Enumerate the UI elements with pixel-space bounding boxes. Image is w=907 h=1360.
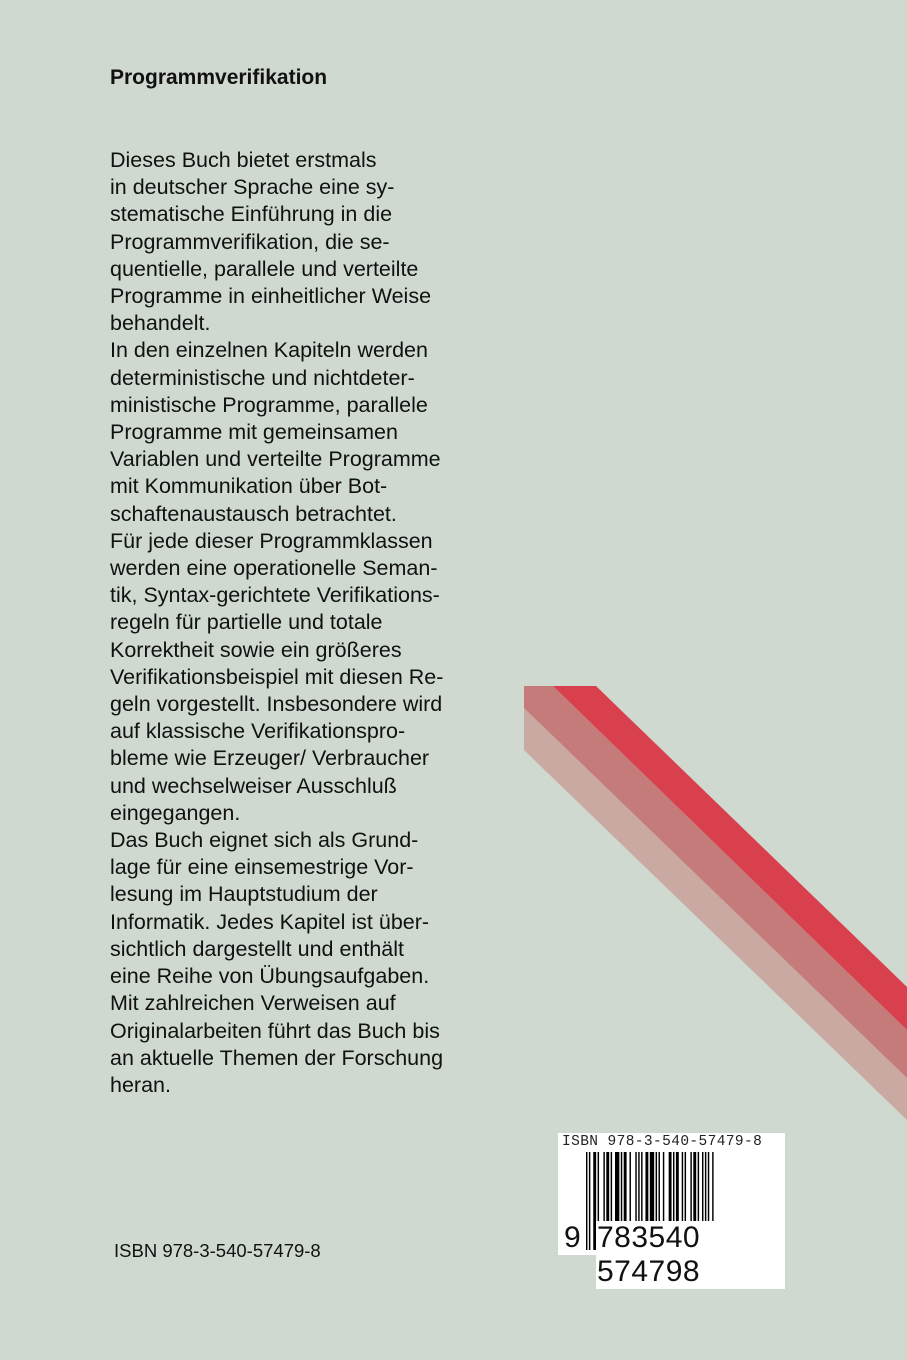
blurb-line: an aktuelle Themen der Forschung [110,1045,444,1070]
blurb-line: Dieses Buch bietet erstmals [110,148,377,172]
blurb-line: stematische Einführung in die [110,202,393,227]
blurb-line: auf klassische Verifikationspro- [110,719,406,744]
blurb-line: Verifikationsbeispiel mit diesen Re- [110,664,444,689]
blurb-line: ministische Programme, parallele [110,392,428,417]
blurb-line: Programme in einheitlicher Weise [110,284,432,309]
blurb-line: eingegangen. [110,800,241,825]
barcode-isbn-text: ISBN 978-3-540-57479-8 [562,1134,763,1150]
blurb-line: Korrektheit sowie ein größeres [110,637,402,662]
blurb-line: Für jede dieser Programmklassen [110,528,433,553]
blurb-line: eine Reihe von Übungsaufgaben. [110,964,430,989]
blurb-line: behandelt. [110,311,211,336]
blurb-line: sichtlich dargestellt und enthält [110,936,405,961]
blurb-line: bleme wie Erzeuger/ Verbraucher [110,746,430,771]
blurb-line: Programme mit gemeinsamen [110,420,398,445]
isbn-label: ISBN 978-3-540-57479-8 [114,1240,321,1261]
blurb-text [110,147,443,1099]
blurb-line: In den einzelnen Kapiteln werden [110,338,428,363]
blurb-line: Variablen und verteilte Programme [110,447,441,472]
blurb-line: mit Kommunikation über Bot- [110,474,388,499]
blurb-line: Das Buch eignet sich als Grund- [110,828,419,853]
blurb-line: Informatik. Jedes Kapitel ist über- [110,909,430,934]
stripe-red [553,686,907,1030]
barcode-bar [586,1152,587,1250]
blurb-line: Mit zahlreichen Verweisen auf [110,991,396,1016]
book-title: Programmverifikation [110,66,328,89]
blurb-line: heran. [110,1072,171,1097]
barcode-digits: 783540 574798 [596,1221,785,1289]
blurb-line: Originalarbeiten führt das Buch bis [110,1018,440,1043]
blurb-line: deterministische und nichtdeter- [110,365,415,390]
blurb-line: lage für eine einsemestrige Vor- [110,855,414,880]
blurb-line: schaftenaustausch betrachtet. [110,501,397,526]
blurb-line: quentielle, parallele und verteilte [110,256,419,281]
blurb-line: geln vorgestellt. Insbesondere wird [110,692,443,717]
isbn-barcode [558,1133,785,1288]
stripe-mid [524,686,907,1078]
blurb-line: in deutscher Sprache eine sy- [110,175,395,200]
barcode-first-digit: 9 [564,1221,581,1254]
blurb-line: und wechselweiser Ausschluß [110,773,397,798]
blurb-line: tik, Syntax-gerichtete Verifikations- [110,583,440,608]
blurb-line: regeln für partielle und totale [110,610,383,635]
barcode-bar [589,1152,590,1250]
stripe-light [524,708,907,1120]
blurb-line: lesung im Hauptstudium der [110,882,378,907]
blurb-line: Programmverifikation, die se- [110,229,390,254]
blurb-line: werden eine operationelle Seman- [110,556,438,581]
